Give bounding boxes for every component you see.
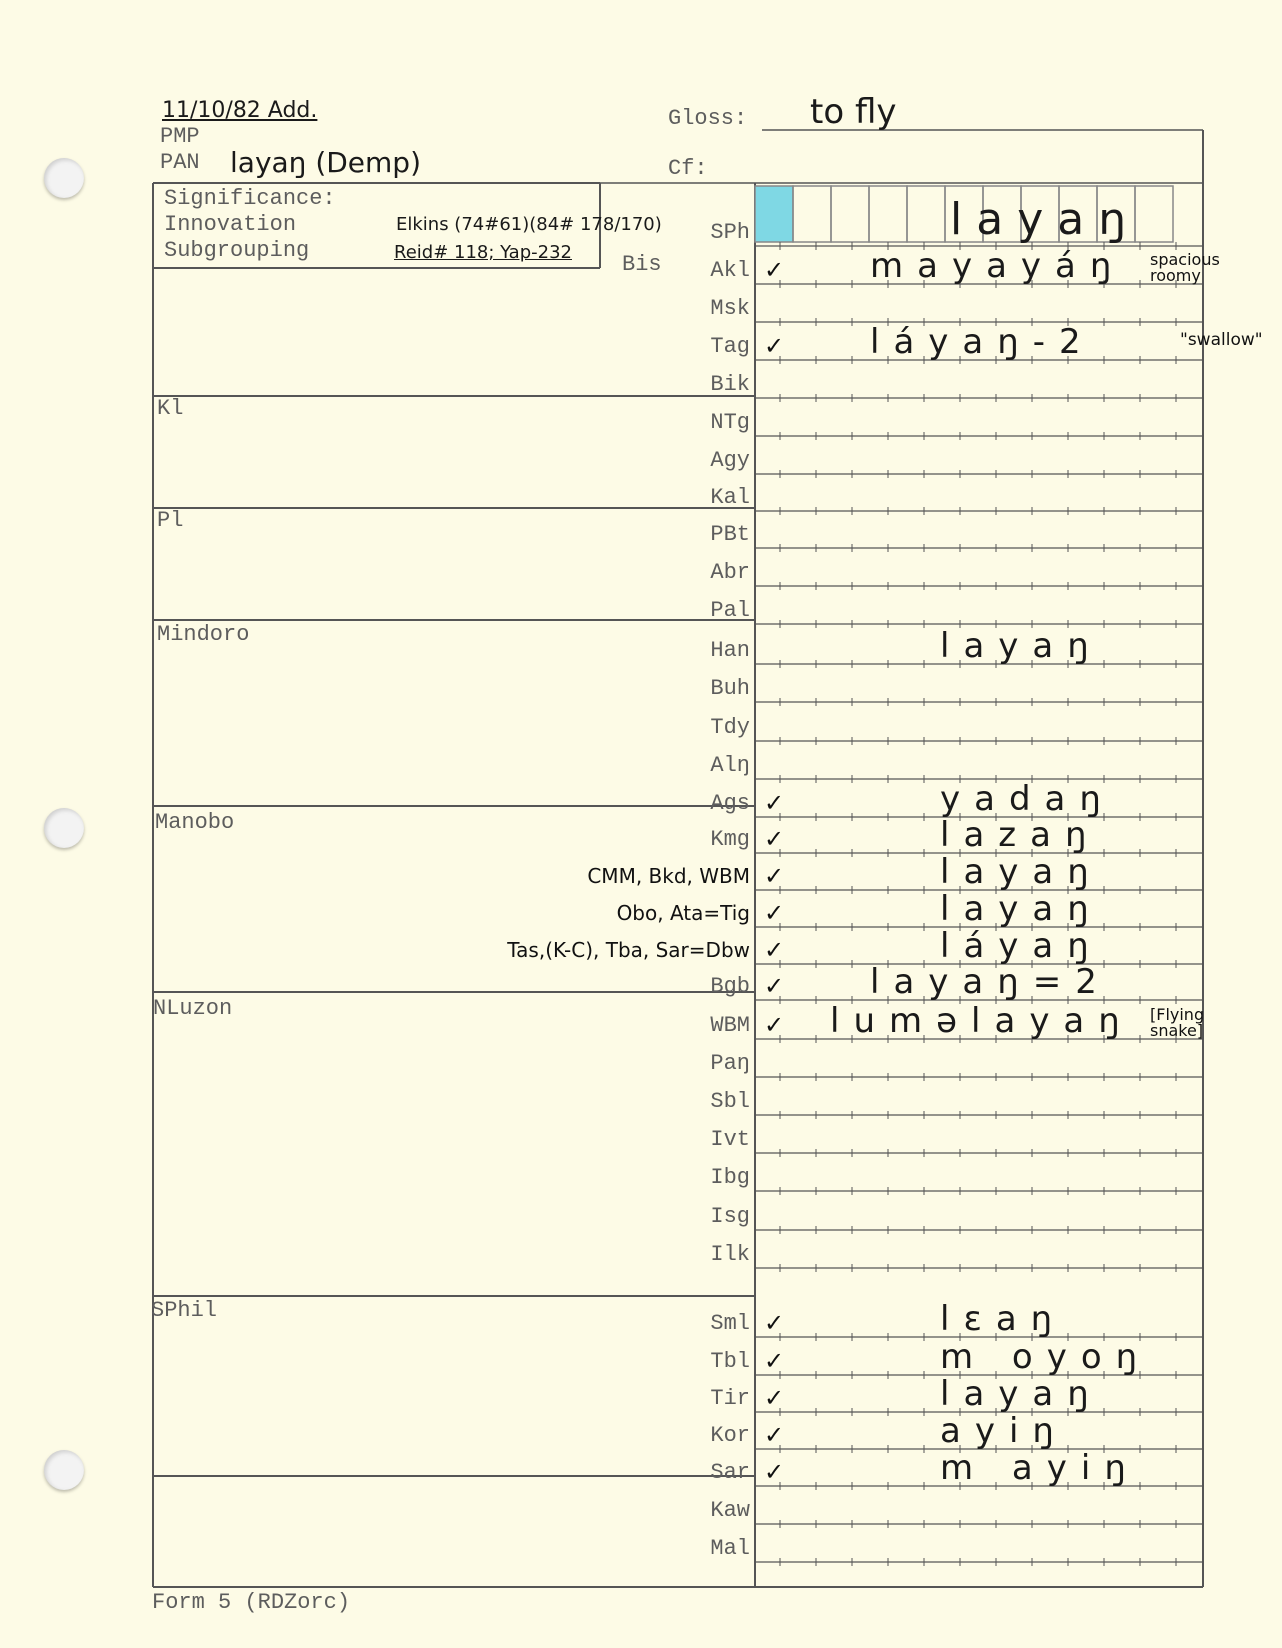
sph-cell [1135, 186, 1173, 242]
reflex-form: layaŋ=2 [870, 962, 1111, 1002]
check-mark: ✓ [764, 862, 785, 890]
group-kl: Kl [157, 396, 184, 421]
reflex-form: lumәlayaŋ [830, 1001, 1134, 1041]
row-label: SPh [710, 220, 750, 245]
row-label: Han [710, 638, 750, 663]
subgrouping-label: Subgrouping [164, 238, 310, 263]
row-label: Tas,(K-C), Tba, Sar=Dbw [507, 938, 750, 962]
check-mark: ✓ [764, 1384, 785, 1412]
check-mark: ✓ [764, 825, 785, 853]
reflex-form: layaŋ [940, 889, 1103, 929]
reflex-form: ayiŋ [940, 1411, 1068, 1451]
pan-value: layaŋ (Demp) [230, 146, 421, 179]
row-label: Tdy [710, 715, 750, 740]
reflex-form: lazaŋ [940, 815, 1101, 855]
row-label: Ilk [710, 1242, 750, 1267]
subgrouping-note: Reid# 118; Yap-232 [394, 242, 572, 263]
innovation-label: Innovation [164, 212, 297, 237]
significance-title: Significance: [164, 186, 336, 211]
row-label: Tbl [710, 1349, 750, 1374]
date-note: 11/10/82 Add. [162, 98, 318, 123]
gloss-note: "swallow" [1180, 330, 1263, 350]
row-label: Sml [710, 1311, 750, 1336]
pmp-label: PMP [160, 124, 200, 149]
row-label: Sar [710, 1460, 750, 1485]
row-label: WBM [710, 1013, 750, 1038]
row-label: Bik [710, 372, 750, 397]
reflex-form: m oyoŋ [940, 1337, 1152, 1377]
row-label: Tag [710, 334, 750, 359]
sph-cell [831, 186, 869, 242]
pan-label: PAN [160, 150, 200, 175]
row-label: Ibg [710, 1165, 750, 1190]
row-label: NTg [710, 410, 750, 435]
row-label: Kal [710, 485, 750, 510]
row-label: Alŋ [710, 753, 750, 778]
reflex-form: layaŋ [950, 194, 1141, 245]
row-label: Msk [710, 296, 750, 321]
reflex-form: yadaŋ [940, 779, 1115, 819]
group-mindoro: Mindoro [157, 622, 250, 647]
row-label: Buh [710, 676, 750, 701]
form-footer: Form 5 (RDZorc) [152, 1590, 351, 1615]
innovation-note: Elkins (74#61)(84# 178/170) [396, 214, 662, 235]
row-label: Paŋ [710, 1051, 750, 1076]
row-label: Sbl [710, 1089, 750, 1114]
check-mark: ✓ [764, 789, 785, 817]
row-label: Mal [710, 1536, 750, 1561]
reflex-form: layaŋ [940, 852, 1103, 892]
gloss-note: spacious roomy [1150, 250, 1220, 285]
row-label: Isg [710, 1204, 750, 1229]
reflex-form: layaŋ [940, 1374, 1103, 1414]
row-label: Kmg [710, 827, 750, 852]
gloss-note: [Flying snake] [1150, 1005, 1205, 1040]
sph-cell [793, 186, 831, 242]
row-label: Pal [710, 598, 750, 623]
sph-cell [755, 186, 793, 242]
row-label: Ivt [710, 1127, 750, 1152]
check-mark: ✓ [764, 332, 785, 360]
check-mark: ✓ [764, 1011, 785, 1039]
check-mark: ✓ [764, 1421, 785, 1449]
row-label: Ags [710, 791, 750, 816]
check-mark: ✓ [764, 972, 785, 1000]
row-label: Tir [710, 1386, 750, 1411]
reflex-form: layaŋ [940, 626, 1103, 666]
check-mark: ✓ [764, 1309, 785, 1337]
group-pl: Pl [157, 508, 184, 533]
gloss-label: Gloss: [668, 106, 748, 131]
group-sphil: SPhil [151, 1298, 218, 1323]
cf-label: Cf: [668, 156, 708, 181]
group-bis: Bis [622, 252, 662, 277]
reflex-form: mayayáŋ [870, 246, 1126, 286]
row-label: Abr [710, 560, 750, 585]
row-label: Kor [710, 1423, 750, 1448]
reflex-form: lεaŋ [940, 1299, 1067, 1339]
row-label: Kaw [710, 1498, 750, 1523]
row-label: Agy [710, 448, 750, 473]
row-label: Bgb [710, 974, 750, 999]
check-mark: ✓ [764, 1347, 785, 1375]
row-label: CMM, Bkd, WBM [587, 864, 750, 888]
row-label: Akl [710, 258, 750, 283]
sph-cell [907, 186, 945, 242]
reflex-form: láyaŋ [940, 926, 1103, 966]
check-mark: ✓ [764, 899, 785, 927]
check-mark: ✓ [764, 256, 785, 284]
row-label: PBt [710, 522, 750, 547]
reflex-form: láyaŋ-2 [870, 322, 1095, 362]
gloss-value: to fly [810, 92, 897, 132]
sph-cell [869, 186, 907, 242]
group-nluzon: NLuzon [153, 996, 233, 1021]
group-manobo: Manobo [155, 810, 235, 835]
row-label: Obo, Ata=Tig [616, 901, 750, 925]
check-mark: ✓ [764, 1458, 785, 1486]
check-mark: ✓ [764, 936, 785, 964]
reflex-form: m ayiŋ [940, 1448, 1140, 1488]
